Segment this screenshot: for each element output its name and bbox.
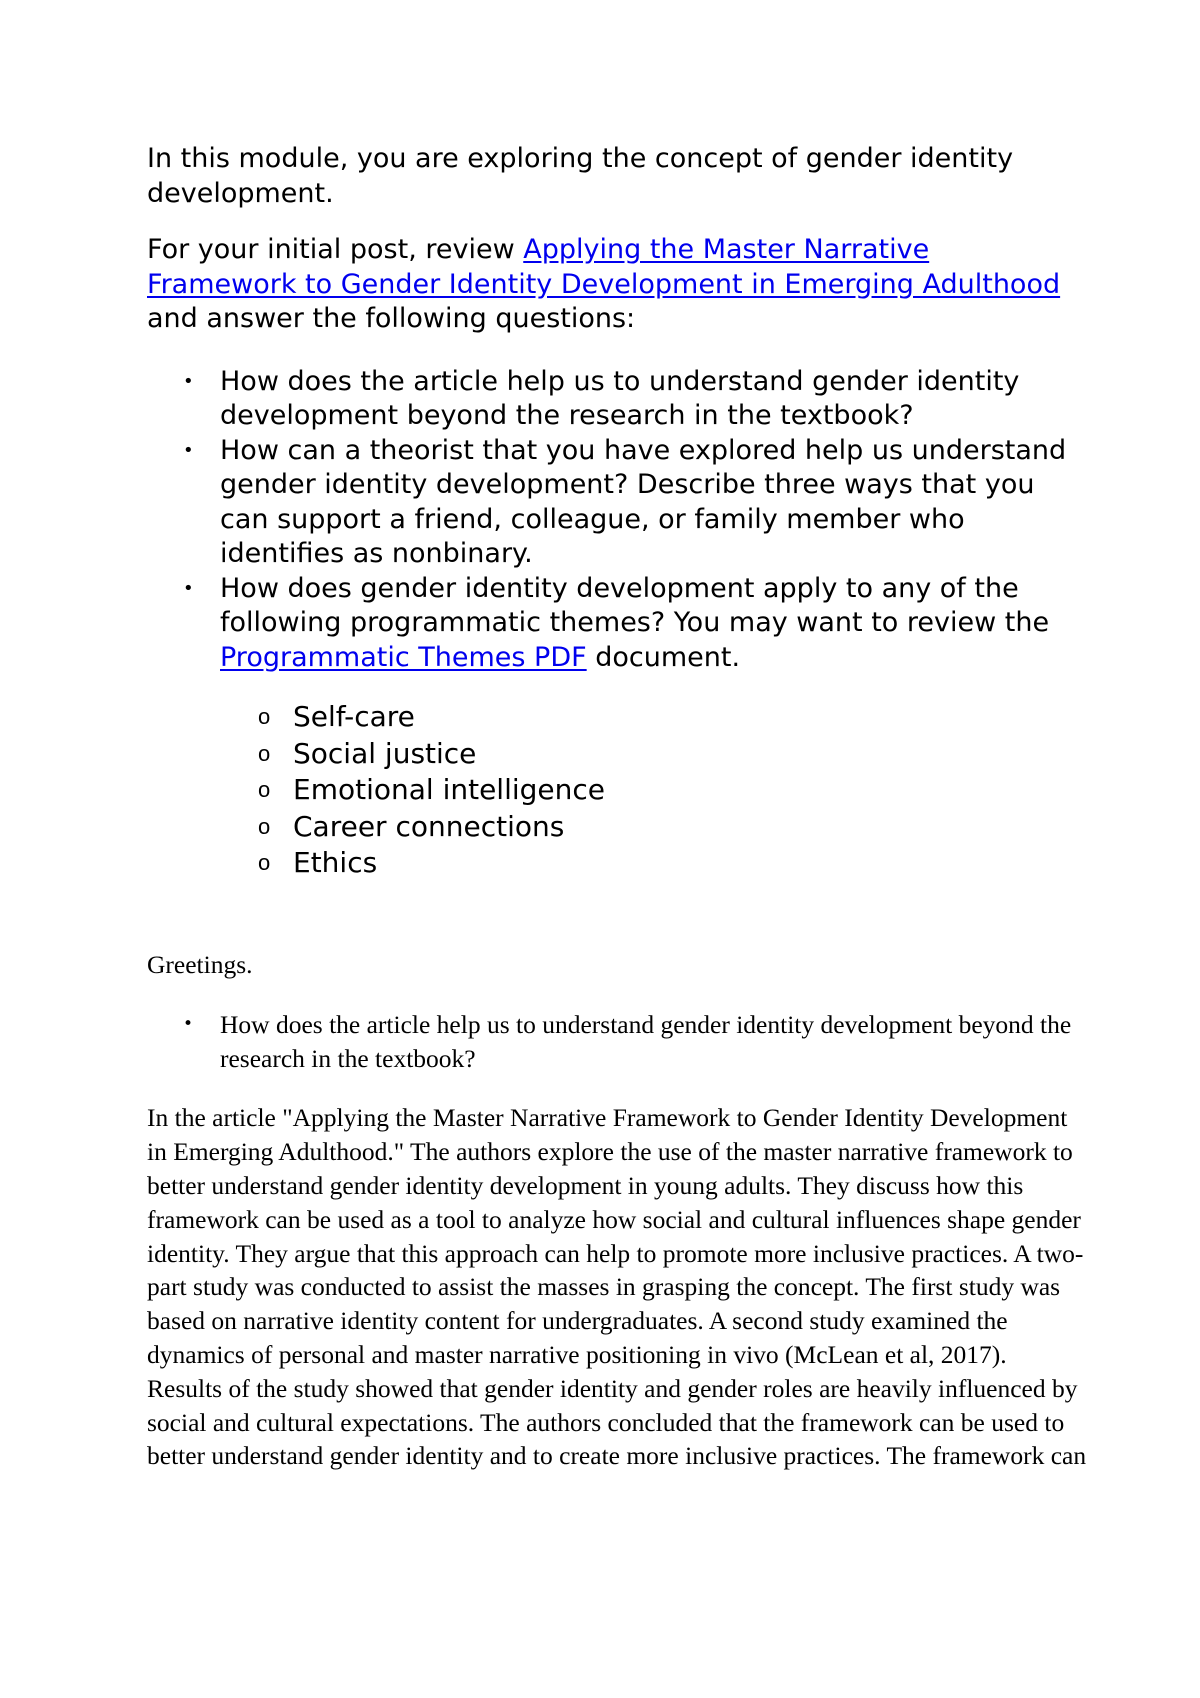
question-item bbox=[147, 365, 1067, 434]
article-link[interactable]: Applying the Master Narrative Framework to Gender Identity Development in Emerging Adulthood bbox=[147, 234, 1061, 300]
response-body: In the article "Applying the Master Narrative Framework to Gender Identity Development in Emerging Adulthood." The authors explore the use of the master narrative framework to better understand gender identity development in young adults. They discuss how this framework can be used as a tool to analyze how social and cultural influences shape gender identity. They argue that this approach can help to promote more inclusive practices. A two-part study was conducted to assist the masses in grasping the concept. The first study was based on narrative identity content for undergraduates. A second study examined the dynamics of personal and master narrative positioning in vivo (McLean et al, 2017). Results of the study showed that gender identity and gender roles are heavily influenced by social and cultural expectations. The authors concluded that the framework can be used to better understand gender identity and to create more inclusive practices. The framework can bbox=[147, 1103, 1087, 1471]
instruction-text: For your initial post, review bbox=[147, 234, 524, 265]
questions-list bbox=[147, 365, 1067, 676]
assignment-prompt bbox=[147, 142, 1067, 882]
response-question-list bbox=[147, 1008, 1087, 1076]
intro-paragraph: In this module, you are exploring the concept of gender identity development. bbox=[147, 143, 1014, 209]
theme-label: Self-care bbox=[293, 700, 415, 733]
bullet-icon: • bbox=[183, 1013, 194, 1034]
question-text: How does gender identity development apply to any of the following programmatic themes? You may want to review the bbox=[220, 572, 1050, 638]
circle-bullet-icon: o bbox=[258, 813, 271, 839]
question-item bbox=[147, 572, 1067, 676]
greeting: Greetings. bbox=[147, 950, 253, 979]
question-text-end: document. bbox=[586, 641, 741, 673]
question-text: How can a theorist that you have explored help us understand gender identity development? Describe three ways that you can support a friend, colleague, or family member who identifies as nonbinary. bbox=[220, 434, 1067, 569]
programmatic-themes-link[interactable]: Programmatic Themes PDF bbox=[220, 641, 587, 673]
circle-bullet-icon: o bbox=[258, 704, 271, 729]
response-section bbox=[147, 948, 1087, 1473]
circle-bullet-icon: o bbox=[258, 777, 271, 802]
theme-item bbox=[147, 772, 1067, 809]
theme-item bbox=[147, 736, 1067, 773]
instruction-text-end: and answer the following questions: bbox=[147, 303, 636, 334]
theme-label: Social justice bbox=[293, 736, 477, 770]
theme-item bbox=[147, 699, 1067, 736]
themes-list bbox=[147, 699, 1067, 882]
circle-bullet-icon: o bbox=[258, 850, 271, 875]
response-question-text: How does the article help us to understand gender identity development beyond the research in the textbook? bbox=[220, 1009, 1072, 1073]
theme-item bbox=[147, 809, 1067, 846]
circle-bullet-icon: o bbox=[258, 740, 271, 766]
theme-label: Emotional intelligence bbox=[293, 773, 606, 806]
response-question-item bbox=[147, 1008, 1087, 1076]
question-item bbox=[147, 434, 1067, 572]
question-text: How does the article help us to understand gender identity development beyond the research in the textbook? bbox=[220, 365, 1020, 431]
instruction-paragraph bbox=[147, 233, 1067, 337]
theme-label: Career connections bbox=[293, 809, 565, 843]
theme-label: Ethics bbox=[293, 846, 378, 879]
theme-item bbox=[147, 845, 1067, 882]
bullet-icon: • bbox=[183, 439, 194, 461]
bullet-icon: • bbox=[183, 370, 194, 392]
bullet-icon: • bbox=[183, 577, 194, 599]
